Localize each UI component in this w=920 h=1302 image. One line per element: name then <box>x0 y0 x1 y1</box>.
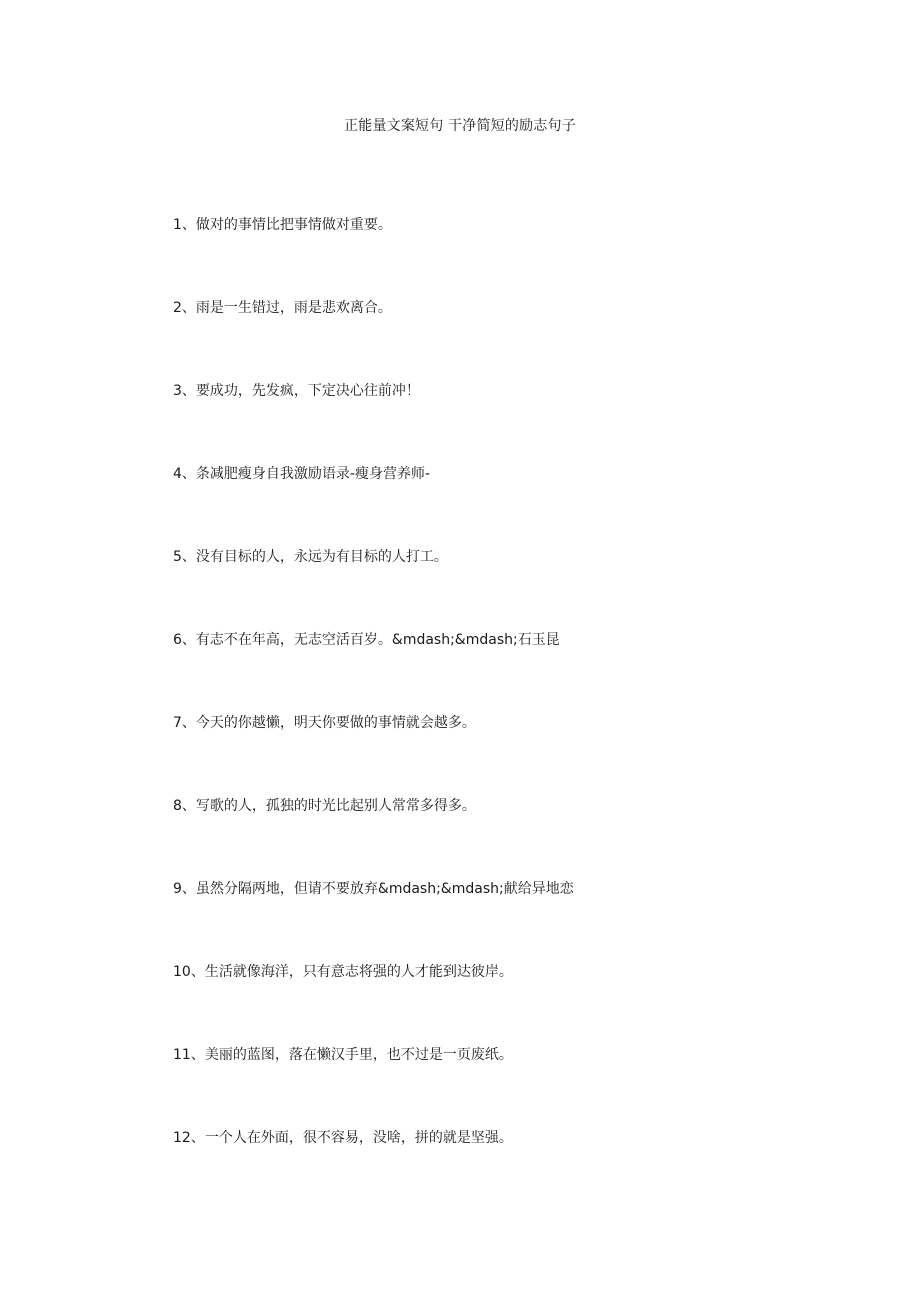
quote-item-5: 5、没有目标的人，永远为有目标的人打工。 <box>173 549 448 565</box>
quote-item-6: 6、有志不在年高，无志空活百岁。&mdash;&mdash;石玉昆 <box>173 632 560 648</box>
quote-item-3: 3、要成功，先发疯，下定决心往前冲！ <box>173 383 420 399</box>
quote-item-7: 7、今天的你越懒，明天你要做的事情就会越多。 <box>173 715 476 731</box>
quote-item-12: 12、一个人在外面，很不容易，没啥，拼的就是坚强。 <box>173 1130 513 1146</box>
document-title: 正能量文案短句 干净简短的励志句子 <box>344 118 576 134</box>
quote-item-8: 8、写歌的人，孤独的时光比起别人常常多得多。 <box>173 798 476 814</box>
quote-item-11: 11、美丽的蓝图，落在懒汉手里，也不过是一页废纸。 <box>173 1047 513 1063</box>
quote-item-10: 10、生活就像海洋，只有意志将强的人才能到达彼岸。 <box>173 964 513 980</box>
quote-item-2: 2、雨是一生错过，雨是悲欢离合。 <box>173 300 392 316</box>
quote-item-1: 1、做对的事情比把事情做对重要。 <box>173 217 392 233</box>
quote-item-9: 9、虽然分隔两地，但请不要放弃&mdash;&mdash;献给异地恋 <box>173 881 574 897</box>
quote-item-4: 4、条减肥瘦身自我激励语录-瘦身营养师- <box>173 466 431 482</box>
